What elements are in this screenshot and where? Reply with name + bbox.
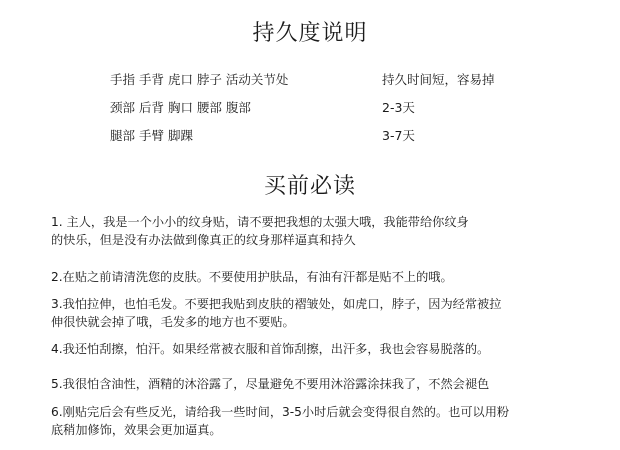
durability-title: 持久度说明: [252, 21, 368, 46]
body-parts-label: 手指 手背 虎口 脖子 活动关节处: [110, 72, 289, 87]
notice-line: 5.我很怕含油性，酒精的沐浴露了，尽量避免不要用沐浴露涂抹我了，不然会褪色: [51, 377, 490, 391]
notice-line: 1. 主人，我是一个小小的纹身贴，请不要把我想的太强大哦，我能带给你纹身: [51, 215, 469, 229]
body-parts-label: 腿部 手臂 脚踝: [110, 128, 193, 143]
notice-item: [51, 340, 576, 358]
durability-row: [0, 126, 620, 146]
notice-line: 伸很快就会掉了哦，毛发多的地方也不要贴。: [51, 315, 295, 329]
notice-item: [51, 213, 576, 249]
notice-line: 6.刚贴完后会有些反光，请给我一些时间，3-5小时后就会变得很自然的。也可以用粉: [51, 405, 510, 419]
duration-value: 2-3天: [382, 100, 415, 115]
duration-value: 3-7天: [382, 128, 415, 143]
duration-value: 持久时间短，容易掉: [382, 72, 495, 87]
notice-title: 买前必读: [263, 174, 356, 199]
notice-item: [51, 295, 576, 331]
durability-row: [0, 98, 620, 118]
notice-line: 底稍加修饰，效果会更加逼真。: [51, 423, 222, 437]
notice-item: [51, 403, 576, 439]
durability-row: [0, 70, 620, 90]
notice-item: [51, 375, 576, 393]
notice-line: 的快乐，但是没有办法做到像真正的纹身那样逼真和持久: [51, 233, 356, 247]
body-parts-label: 颈部 后背 胸口 腰部 腹部: [110, 100, 251, 115]
notice-line: 2.在贴之前请清洗您的皮肤。不要使用护肤品，有油有汗都是贴不上的哦。: [51, 270, 453, 284]
notice-line: 4.我还怕刮擦，怕汗。如果经常被衣服和首饰刮擦，出汗多，我也会容易脱落的。: [51, 342, 490, 356]
notice-line: 3.我怕拉伸，也怕毛发。不要把我贴到皮肤的褶皱处，如虎口，脖子，因为经常被拉: [51, 297, 502, 311]
notice-item: [51, 268, 576, 286]
